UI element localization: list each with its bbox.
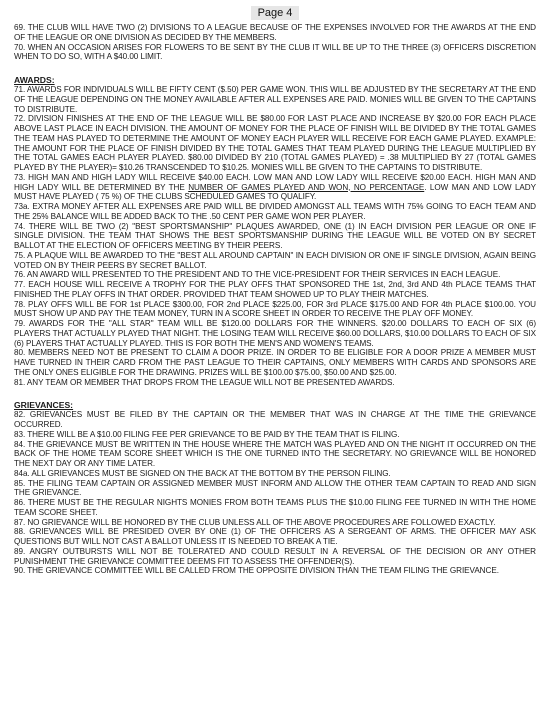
section-gap [14, 62, 536, 70]
rule-70: 70. WHEN AN OCCASION ARISES FOR FLOWERS TO BE SENT BY THE CLUB IT WILL BE UP TO THE THREE (3) OFFICERS DISCRETION WHEN TO DO SO, WITH A $40.00 LIMIT. [14, 42, 536, 62]
rule-87: 87. NO GRIEVANCE WILL BE HONORED BY THE CLUB UNLESS ALL OF THE ABOVE PROCEDURES ARE FOLLOWED EXACTLY. [14, 517, 496, 527]
rule-69: 69. THE CLUB WILL HAVE TWO (2) DIVISIONS TO A LEAGUE BECAUSE OF THE EXPENSES INVOLVED FOR THE AWARDS AT THE END OF THE LEAGUE OR ONE DIVISION AS DECIDED BY THE MEMBERS. [14, 23, 536, 42]
rule-84a: 84a. ALL GRIEVANCES MUST BE SIGNED ON THE BACK AT THE BOTTOM BY THE PERSON FILING. [14, 468, 391, 478]
rule-78: 78. PLAY OFFS WILL BE FOR 1st PLACE $300.00, FOR 2nd PLACE $225.00, FOR 3rd PLACE $175.00 AND FOR 4th PLACE $100.00. YOU MUST SHOW UP AND PAY THE TEAM MONEY, TURN IN A SCORE SHEET IN ORDER TO RECEIVE THE PLAY OFF MONEY. [14, 299, 536, 319]
rule-73-tail: . LOW MAN AND LOW LADY MUST HAVE PLAYED ( 75 %) OF THE CLUBS SCHEDULED GAMES TO QUALIFY. [14, 182, 536, 202]
rule-71: 71. AWARDS FOR INDIVIDUALS WILL BE FIFTY CENT ($.50) PER GAME WON. THIS WILL BE ADJUSTED BY THE SECRETARY AT THE END OF THE LEAGUE DEPENDING ON THE MONEY AVAILABLE AFTER ALL EXPENSES ARE PAID. MONIES WILL BE GIVEN TO THE CAPTAINS TO DISTRIBUTE. [14, 85, 536, 114]
awards-heading: AWARDS: [14, 75, 55, 85]
rule-85: 85. THE FILING TEAM CAPTAIN OR ASSIGNED MEMBER MUST INFORM AND ALLOW THE OTHER TEAM CAPTAIN TO READ AND SIGN THE GRIEVANCE. [14, 478, 536, 498]
rule-86: 86. THERE MUST BE THE REGULAR NIGHTS MONIES FROM BOTH TEAMS PLUS THE $10.00 FILING FEE TURNED IN WITH THE HOME TEAM SCORE SHEET. [14, 498, 536, 517]
rule-83: 83. THERE WILL BE A $10.00 FILING FEE PER GRIEVANCE TO BE PAID BY THE TEAM THAT IS FILING. [14, 429, 400, 439]
rule-73a: 73a. EXTRA MONEY AFTER ALL EXPENSES ARE PAID WILL BE DIVIDED AMONGST ALL TEAMS WITH 75% GOING TO EACH TEAM AND THE 25% BALANCE WILL BE ADDED BACK TO THE .50 CENT PER GAME WON PER PLAYER. [14, 202, 536, 221]
rule-76: 76. AN AWARD WILL PRESENTED TO THE PRESIDENT AND TO THE VICE-PRESIDENT FOR THEIR SERVICES IN EACH LEAGUE. [14, 270, 501, 280]
rule-82: 82. GRIEVANCES MUST BE FILED BY THE CAPTAIN OR THE MEMBER THAT WAS IN CHARGE AT THE TIME THE GRIEVANCE OCCURRED. [14, 410, 536, 429]
rule-75: 75. A PLAQUE WILL BE AWARDED TO THE "BEST ALL AROUND CAPTAIN" IN EACH DIVISION OR ONE IF SINGLE DIVISION, AGAIN BEING VOTED ON BY THEIR PEERS BY SECRET BALLOT. [14, 250, 536, 270]
rule-77: 77. EACH HOUSE WILL RECEIVE A TROPHY FOR THE PLAY OFFS THAT SPONSORED THE 1st, 2nd, 3rd AND 4th PLACE TEAMS THAT FINISHED THE PLAY OFFS IN THAT ORDER. PROVIDED THAT TEAM SHOWED UP TO PLAY THEIR MATCHES. [14, 280, 536, 299]
rule-81: 81. ANY TEAM OR MEMBER THAT DROPS FROM THE LEAGUE WILL NOT BE PRESENTED AWARDS. [14, 377, 395, 387]
rule-90: 90. THE GRIEVANCE COMMITTEE WILL BE CALLED FROM THE OPPOSITE DIVISION THAN THE TEAM FILING THE GRIEVANCE. [14, 566, 499, 576]
rule-84: 84. THE GRIEVANCE MUST BE WRITTEN IN THE HOUSE WHERE THE MATCH WAS PLAYED AND ON THE NIGHT IT OCCURRED ON THE BACK OF THE HOME TEAM SCORE SHEET WHICH IS THE ONE TURNED INTO THE SECRETARY. NO GRIEVANCE WILL BE HONORED THE NEXT DAY OR ANY TIME LATER. [14, 439, 536, 468]
rule-79: 79. AWARDS FOR THE "ALL STAR" TEAM WILL BE $120.00 DOLLARS FOR THE WINNERS. $20.00 DOLLARS TO EACH OF SIX (6) PLAYERS THAT ACTUALLY PLAYED THAT NIGHT. THE LOSING TEAM WILL RECEIVE $60.00 DOLLARS, $10.00 DOLLARS TO EACH OF SIX (6) PLAYERS THAT ACTUALLY PLAYED. THIS IS FOR BOTH THE MEN'S AND WOMEN'S TEAMS. [14, 319, 536, 348]
page-header [14, 3, 536, 21]
rule-72: 72. DIVISION FINISHES AT THE END OF THE LEAGUE WILL BE $80.00 FOR LAST PLACE AND INCREASE BY $20.00 FOR EACH PLACE ABOVE LAST PLACE IN EACH DIVISION. THE AMOUNT OF MONEY FOR THE PLACE OF FINISH WILL BE DIVIDED BY THE TOTAL GAMES THE TEAM HAS PLAYED TO DETERMINE THE AMOUNT OF MONEY EACH PLAYER WILL RECEIVE FOR EACH GAME PLAYED. EXAMPLE: THE AMOUNT FOR THE PLACE OF FINISH DIVIDED BY THE TOTAL GAMES THAT TEAM PLAYED DURING THE LEAGUE MULTIPLIED BY THE TOTAL GAMES EACH PLAYER PLAYED. $80.00 DIVIDED BY 210 (TOTAL GAMES PLAYED) = .38 MULTIPLIED BY 27 (TOTAL GAMES PLAYED BY THE PLAYER)= $10.26 TRANSCENDED TO $10.25. MONIES WILL BE GIVEN TO THE CAPTAINS TO DISTRIBUTE. [14, 114, 536, 172]
rule-89: 89. ANGRY OUTBURSTS WILL NOT BE TOLERATED AND COULD RESULT IN A REVERSAL OF THE DECISION OR ANY OTHER PUNISHMENT THE GRIEVANCE COMMITTEE DEEMS FIT TO ASSESS THE OFFENDER(S). [14, 546, 536, 566]
grievances-heading: GRIEVANCES: [14, 400, 74, 411]
rule-74: 74. THERE WILL BE TWO (2) "BEST SPORTSMANSHIP" PLAQUES AWARDED, ONE (1) IN EACH DIVISION PER LEAGUE OR ONE IF SINGLE DIVISION. THE TEAM THAT SHOWS THE BEST SPORTSMANSHIP DURING THE LEAGUE WILL BE VOTED ON BY SECRET BALLOT AT THE ELECTION OF OFFICERS MEETING BY THEIR PEERS. [14, 221, 536, 250]
rule-88: 88. GRIEVANCES WILL BE PRESIDED OVER BY ONE (1) OF THE OFFICERS AS A SERGEANT OF ARMS. THE OFFICER MAY ASK QUESTIONS BUT WILL NOT CAST A BALLOT UNLESS IT IS NEEDED TO BREAK A TIE. [14, 527, 536, 546]
page-number-label: Page 4 [251, 6, 300, 20]
rule-73-underlined: NUMBER OF GAMES PLAYED AND WON, NO PERCENTAGE [188, 182, 425, 192]
section-gap [14, 387, 536, 395]
rule-73 [14, 173, 536, 202]
rule-80: 80. MEMBERS NEED NOT BE PRESENT TO CLAIM A DOOR PRIZE. IN ORDER TO BE ELIGIBLE FOR A DOOR PRIZE A MEMBER MUST HAVE TURNED IN THEIR CARD FROM THE PAST LEAGUE TO THEIR CAPTAINS, ONLY MEMBERS WITH CARDS AND SPONSORS ARE THE ONLY ONES ELIGIBLE FOR THE DRAWING. PRIZES WILL BE $100.00 $75.00, $50.00 AND $25.00. [14, 348, 536, 377]
rule-73-lead: 73. HIGH MAN AND HIGH LADY WILL RECEIVE $40.00 EACH. LOW MAN AND LOW LADY WILL RECEIVE $20.00 EACH. HIGH MAN AND HIGH LADY WILL BE DETERMINED BY THE [14, 172, 536, 192]
